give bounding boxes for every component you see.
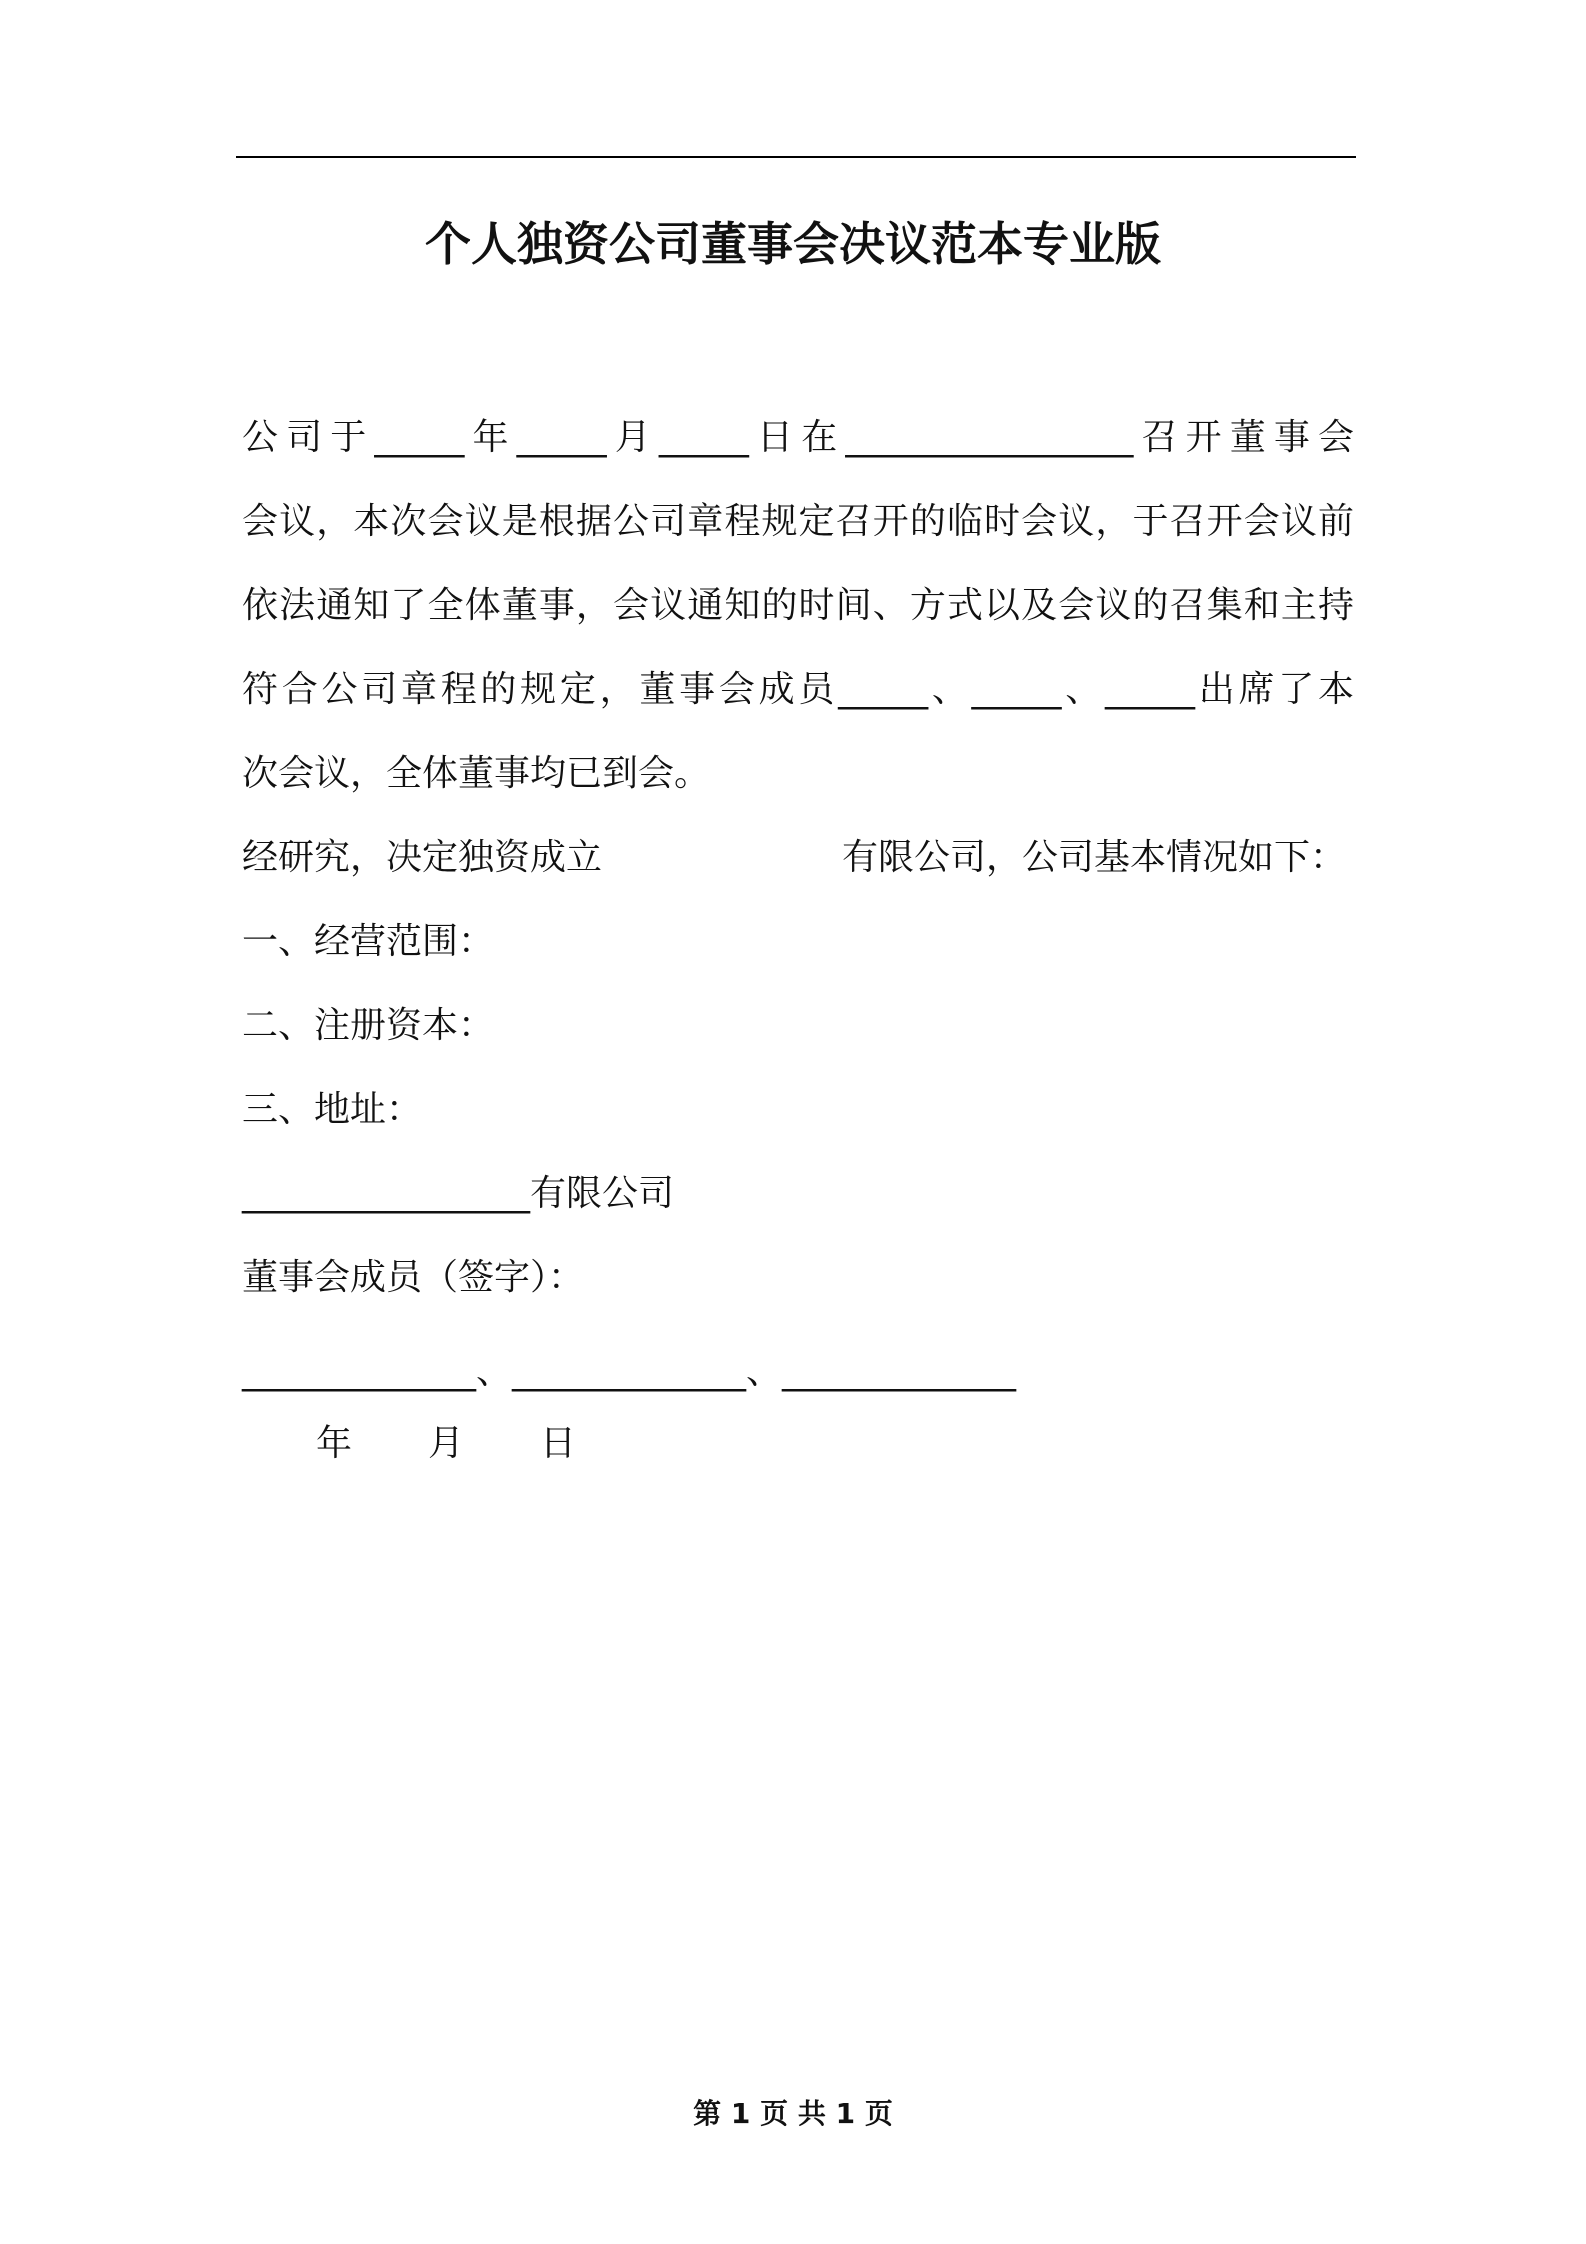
item-address: 三、地址： — [242, 1089, 423, 1130]
body-line-3: 依法通知了全体董事，会议通知的时间、方式以及会议的召集和主持 — [242, 585, 1354, 626]
signature-label: 董事会成员（签字）： — [242, 1257, 585, 1298]
body-line-1: 公司于_____年_____月_____日在________________召开董事会 — [242, 417, 1354, 458]
date-row — [242, 1420, 576, 1468]
body-line-4: 符合公司章程的规定，董事会成员_____、_____、_____出席了本 — [242, 669, 1354, 710]
decision-line-left: 经研究，决定独资成立 — [242, 837, 603, 878]
item-business-scope: 一、经营范围： — [242, 921, 495, 962]
body-line-5: 次会议，全体董事均已到会。 — [242, 753, 711, 794]
date-month: 月 — [428, 1423, 465, 1464]
date-day: 日 — [540, 1423, 577, 1464]
signature-blanks: _____________、_____________、_____________ — [242, 1351, 1016, 1392]
document-title: 个人独资公司董事会决议范本专业版 — [425, 217, 1161, 271]
item-registered-capital: 二、注册资本： — [242, 1005, 495, 1046]
page-footer: 第 1 页 共 1 页 — [693, 2097, 893, 2130]
header-rule — [236, 156, 1356, 158]
date-year: 年 — [316, 1423, 353, 1464]
decision-line-right: 有限公司，公司基本情况如下： — [842, 837, 1347, 878]
company-name-line: ________________有限公司 — [242, 1173, 675, 1214]
body-line-2: 会议，本次会议是根据公司章程规定召开的临时会议，于召开会议前 — [242, 501, 1354, 542]
